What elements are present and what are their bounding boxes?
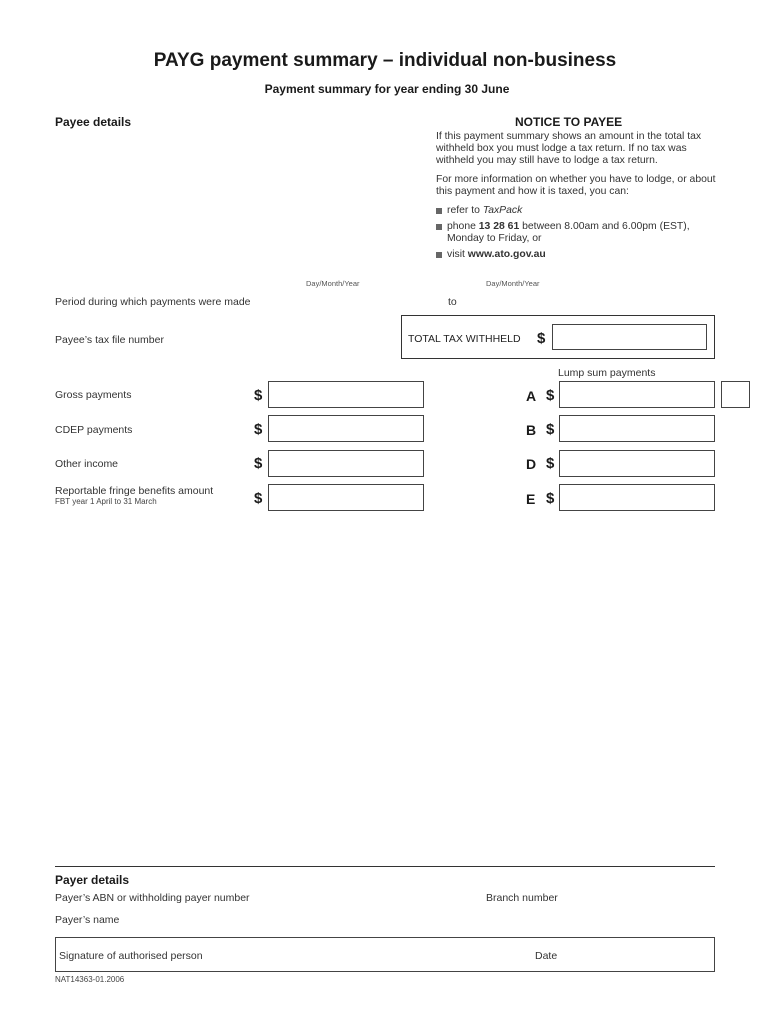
lump-sum-b-letter: B [526,422,537,438]
date-format-hint-to: Day/Month/Year [486,279,540,288]
payer-name-label: Payer’s name [55,914,120,926]
period-label: Period during which payments were made [55,296,251,308]
notice-option-phone: phone 13 28 61 between 8.00am and 6.00pm (EST), Monday to Friday, or [436,221,726,245]
lump-sum-a-letter: A [526,388,537,404]
cdep-payments-label: CDEP payments [55,424,133,436]
fringe-benefits-note: FBT year 1 April to 31 March [55,497,157,506]
date-label: Date [535,950,558,962]
square-bullet-icon [436,224,442,230]
other-income-input[interactable] [268,450,424,477]
gross-payments-input[interactable] [268,381,424,408]
fringe-benefits-dollar-sign: $ [254,490,263,507]
fringe-benefits-label: Reportable fringe benefits amount [55,485,214,497]
payer-abn-label: Payer’s ABN or withholding payer number [55,892,250,904]
square-bullet-icon [436,252,442,258]
total-tax-withheld-label: TOTAL TAX WITHHELD [408,333,521,345]
form-title: PAYG payment summary – individual non-business [153,50,617,71]
cdep-payments-input[interactable] [268,415,424,442]
total-tax-dollar-sign: $ [537,330,546,347]
notice-paragraph-2: For more information on whether you have to lodge, or about this payment and how it is taxed, you can: [436,174,716,197]
form-subtitle: Payment summary for year ending 30 June [264,82,510,96]
other-income-dollar-sign: $ [254,455,263,472]
gross-payments-dollar-sign: $ [254,387,263,404]
lump-sum-d-dollar-sign: $ [546,455,555,472]
lump-sum-b-input[interactable] [559,415,715,442]
form-code: NAT14363-01.2006 [55,975,125,984]
branch-number-label: Branch number [486,892,558,904]
fringe-benefits-input[interactable] [268,484,424,511]
notice-heading: NOTICE TO PAYEE [515,115,623,129]
lump-sum-d-input[interactable] [559,450,715,477]
payer-details-heading: Payer details [55,873,130,887]
payer-section-divider [55,866,715,867]
signature-label: Signature of authorised person [59,950,203,962]
date-format-hint-from: Day/Month/Year [306,279,360,288]
lump-sum-e-dollar-sign: $ [546,490,555,507]
lump-sum-a-input[interactable] [559,381,715,408]
lump-sum-d-letter: D [526,456,537,472]
payee-details-heading: Payee details [55,115,132,129]
total-tax-withheld-input[interactable] [552,324,707,350]
gross-payments-label: Gross payments [55,389,132,401]
lump-sum-e-letter: E [526,491,536,507]
lump-sum-b-dollar-sign: $ [546,421,555,438]
lump-sum-a-type-input[interactable] [721,381,750,408]
lump-sum-payments-label: Lump sum payments [558,367,656,379]
lump-sum-a-dollar-sign: $ [546,387,555,404]
notice-options [436,205,726,261]
period-to-label: to [448,296,457,308]
other-income-label: Other income [55,458,119,470]
tax-file-number-label: Payee’s tax file number [55,334,164,346]
notice-to-payee [436,131,726,265]
notice-paragraph-1: If this payment summary shows an amount in the total tax withheld box you must lodge a tax return. If no tax was withheld you may still have to lodge a tax return. [436,131,702,166]
lump-sum-e-input[interactable] [559,484,715,511]
notice-option-taxpack: refer to TaxPack [436,205,726,217]
cdep-payments-dollar-sign: $ [254,421,263,438]
square-bullet-icon [436,208,442,214]
notice-option-website: visit www.ato.gov.au [436,249,726,261]
